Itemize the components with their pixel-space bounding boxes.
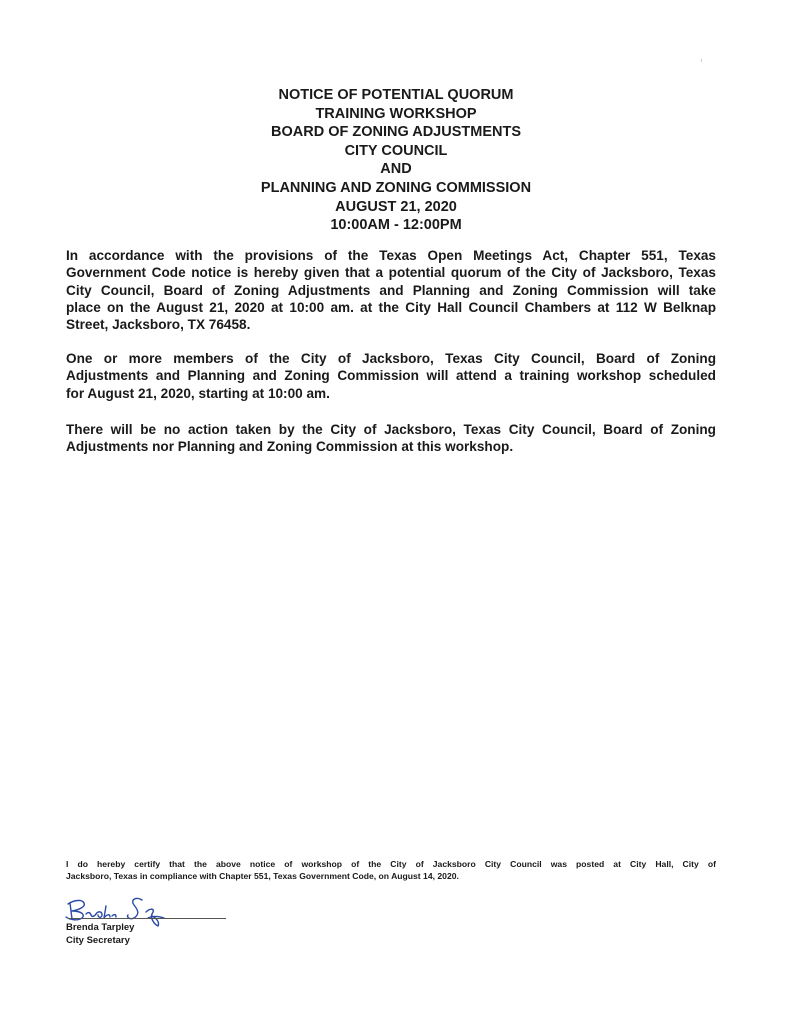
signature-line: [68, 918, 226, 919]
title-line: NOTICE OF POTENTIAL QUORUM: [278, 87, 514, 103]
title-date: AUGUST 21, 2020: [335, 198, 457, 215]
certification-statement: [66, 858, 716, 882]
paragraph-line: Adjustments nor Planning and Zoning Commission at this workshop.: [66, 439, 514, 455]
certification-line: Jacksboro, Texas in compliance with Chapter 551, Texas Government Code, on August 14, 2020.: [66, 871, 459, 881]
title-line: PLANNING AND ZONING COMMISSION: [260, 179, 532, 196]
paragraph-line: for August 21, 2020, starting at 10:00 am.: [66, 385, 330, 401]
paragraph-line: Adjustments and Planning and Zoning Commission will attend a training workshop scheduled: [66, 368, 716, 384]
paragraph-no-action: [66, 421, 716, 456]
paragraph-line: There will be no action taken by the City of Jacksboro, Texas City Council, Board of Zoning: [66, 422, 716, 437]
title-time: 10:00AM - 12:00PM: [330, 217, 462, 234]
title-line: TRAINING WORKSHOP: [315, 105, 477, 122]
signer-title: City Secretary: [66, 935, 130, 946]
certification-line: I do hereby certify that the above notice of workshop of the City of Jacksboro City Council was posted at City Hall, City of: [66, 859, 716, 869]
paragraph-line: City Council, Board of Zoning Adjustments and Planning and Zoning Commission will take: [66, 282, 716, 298]
paragraph-line: place on the August 21, 2020 at 10:00 am. at the City Hall Council Chambers at 112 W Belknap: [66, 299, 716, 315]
paragraph-line: In accordance with the provisions of the Texas Open Meetings Act, Chapter 551, Texas: [66, 248, 716, 263]
notice-title-block: [0, 86, 792, 235]
paragraph-notice: [66, 247, 716, 333]
paragraph-line: Government Code notice is hereby given that a potential quorum of the City of Jacksboro, Texas: [66, 265, 716, 281]
paragraph-attendance: [66, 350, 716, 402]
paragraph-line: Street, Jacksboro, TX 76458.: [66, 317, 251, 333]
signer-name: Brenda Tarpley: [66, 922, 135, 933]
title-line: AND: [380, 161, 412, 178]
scan-speck: [701, 59, 702, 62]
paragraph-line: One or more members of the City of Jacksboro, Texas City Council, Board of Zoning: [66, 351, 716, 366]
title-line: CITY COUNCIL: [344, 142, 448, 159]
signature-block: [60, 890, 260, 950]
title-line: BOARD OF ZONING ADJUSTMENTS: [271, 124, 521, 141]
